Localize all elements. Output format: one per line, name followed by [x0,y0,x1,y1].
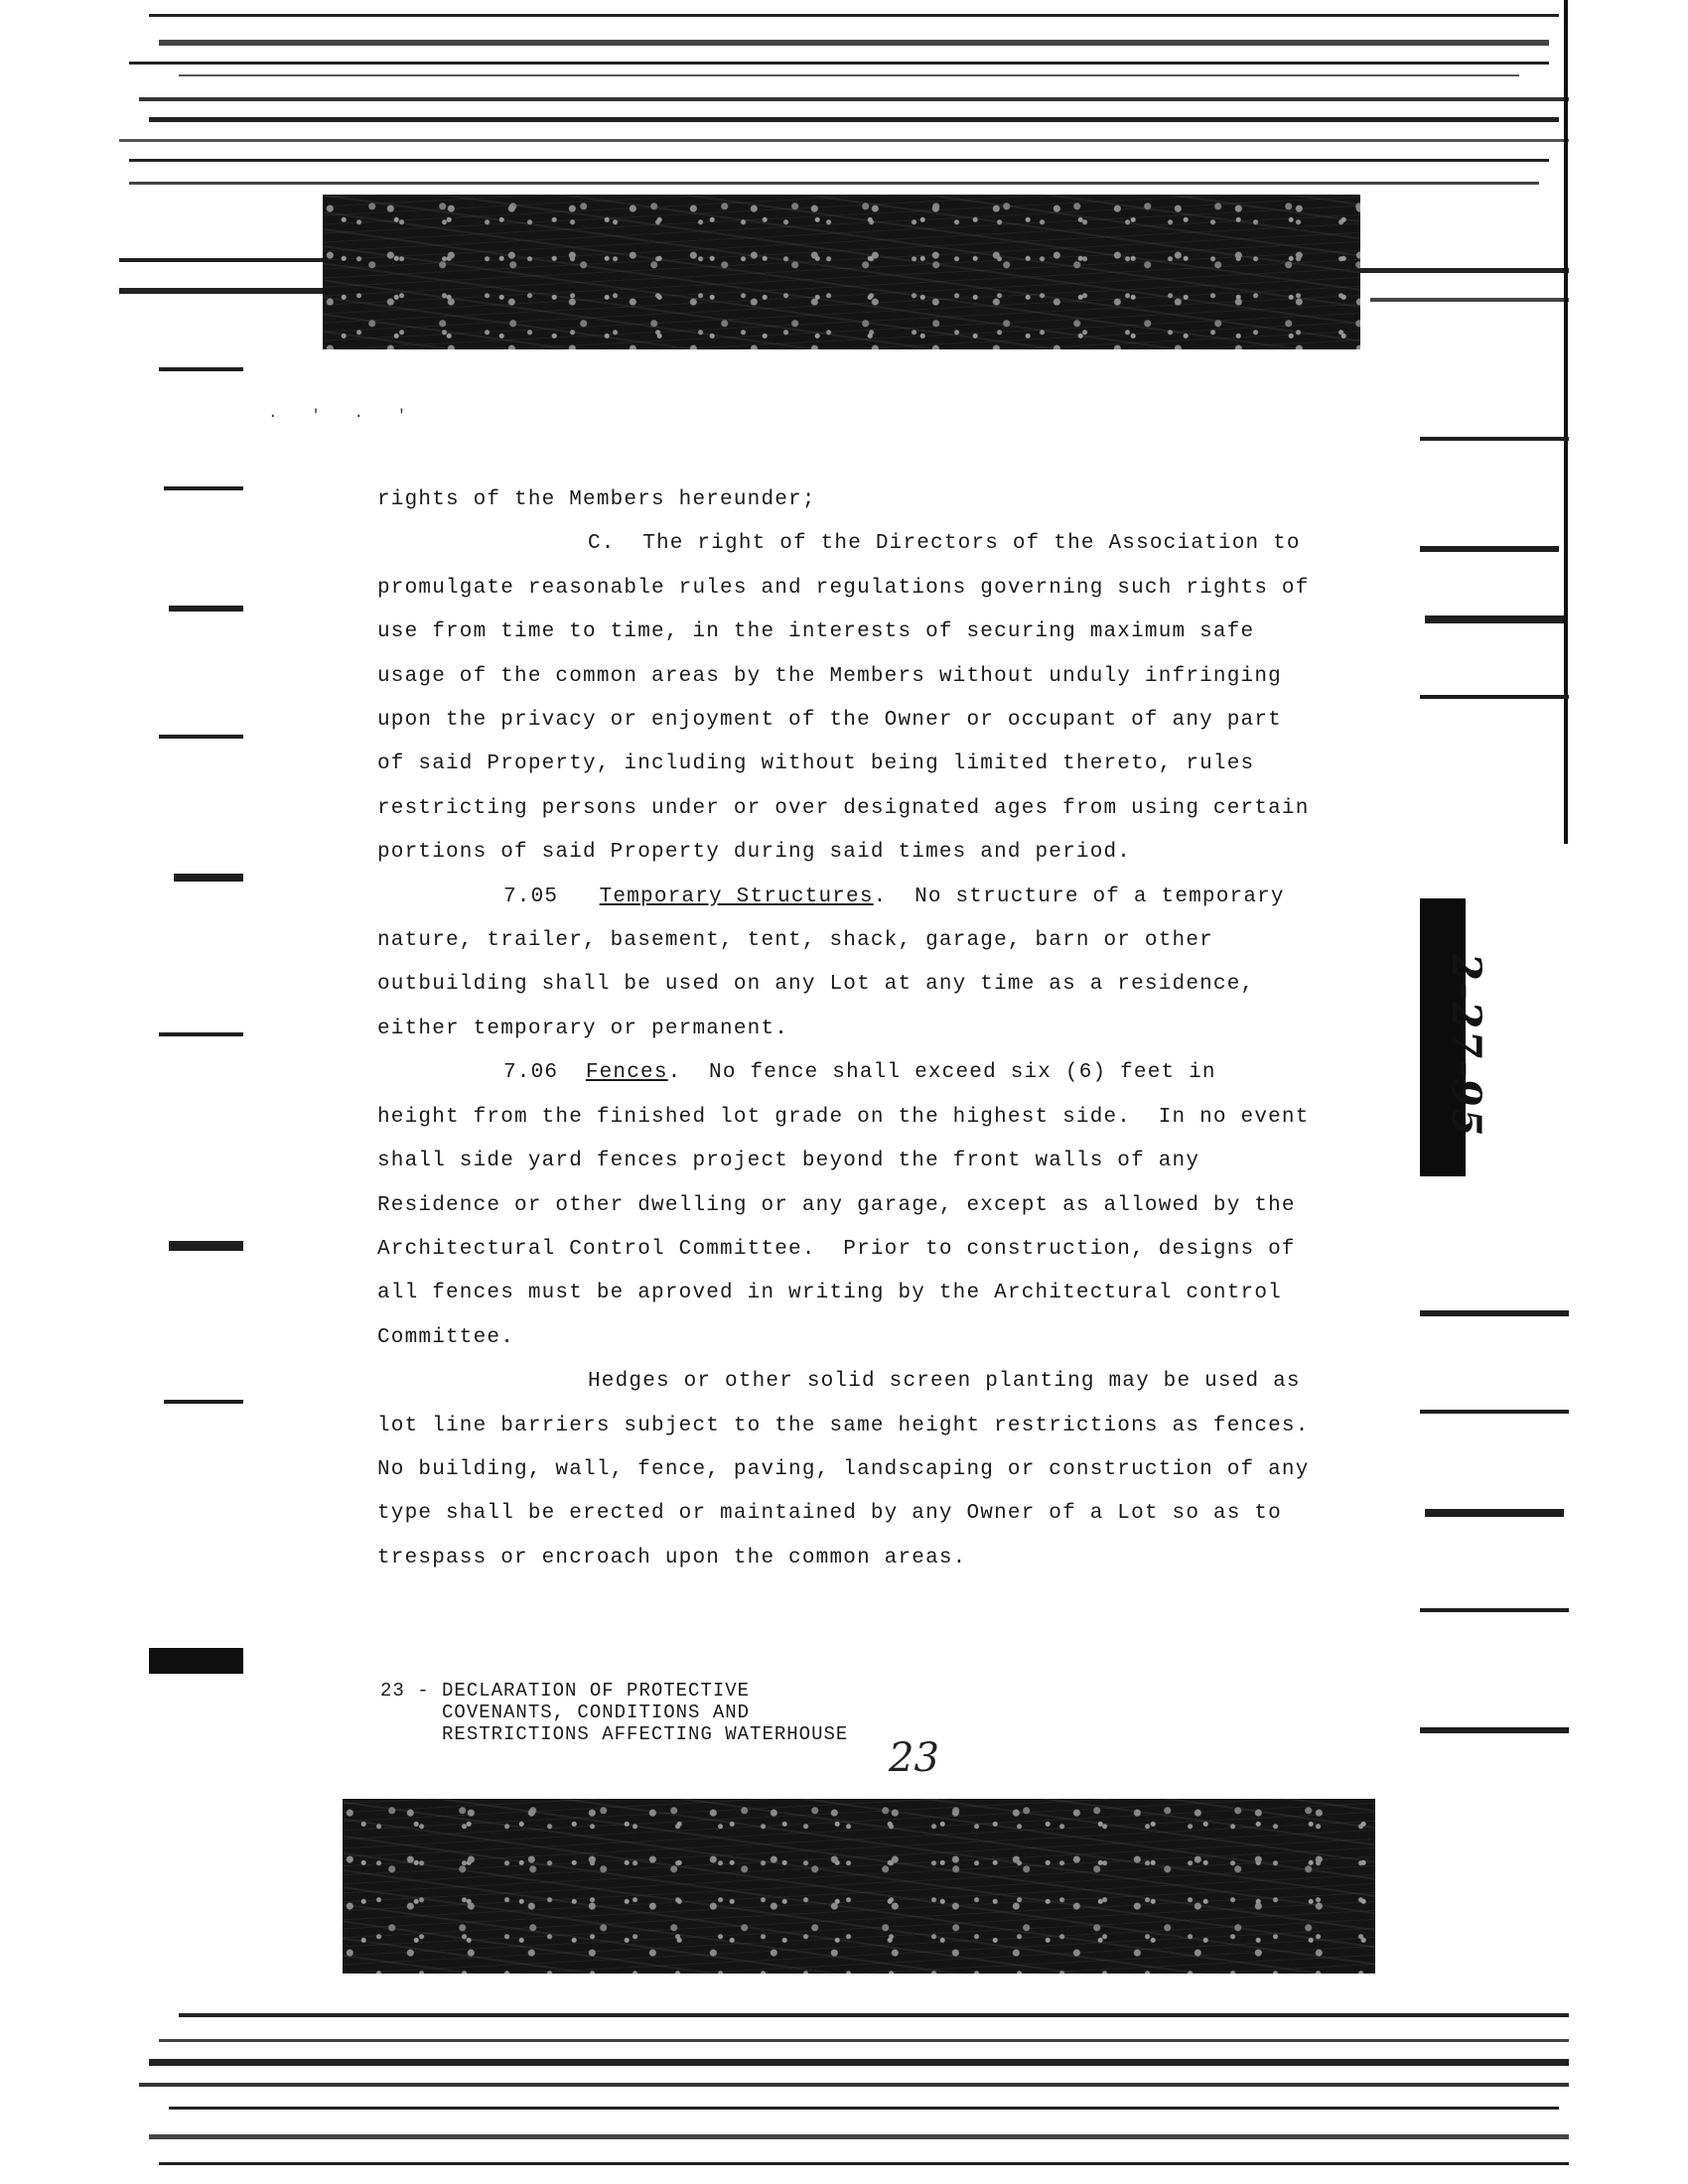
scan-streak [119,258,328,262]
edge-bar [1425,1509,1564,1517]
scan-streak [159,40,1549,46]
document-page [248,349,1400,1797]
scan-streak [129,182,1539,185]
edge-bar [149,1648,243,1674]
section-body: . No fence shall exceed six (6) feet in height from the finished lot grade on the highest side. In no event shall side yard fences project beyond the front walls of any Residence or other dwelling or any garage, except as allowed by the Architectural Control Committee. Prior to construction, designs of all fences must be aproved in writing by the Architectural control Committee. [377,1061,1324,1349]
footer-line: RESTRICTIONS AFFECTING WATERHOUSE [380,1723,849,1745]
edge-bar [169,1241,243,1251]
section-heading: Fences [585,1061,668,1085]
scan-streak [129,62,1549,65]
edge-bar [169,606,243,612]
section-number: 7.06 [503,1061,559,1085]
edge-bar [159,1032,243,1036]
scan-streak [179,74,1519,76]
edge-bar [1420,546,1559,552]
paragraph-directors-rules: C. The right of the Directors of the Association to promulgate reasonable rules and regulations governing such rights of use from time to time, in the interests of securing maximum safe usage of the common areas by the Members without unduly infringing upon the privacy or enjoyment of the Owner or occupant of any part of said Property, including without being limited thereto, rules restricting persons under or over designated ages from using certain portions of said Property during said times and period. [377,532,1324,865]
scan-streak [159,2039,1569,2042]
scan-streak [129,159,1549,162]
corner-marks: · ' · ' [268,407,419,425]
scan-streak [119,139,1569,142]
bottom-scan-artifact [0,1974,1688,2184]
scan-streak [1360,268,1569,273]
scan-streak [149,14,1559,17]
edge-bar [1420,695,1569,699]
edge-bar [1420,437,1569,441]
section-heading: Temporary Structures [599,885,874,908]
left-edge-artifacts [0,357,248,1797]
edge-bar [159,367,243,371]
scan-streak [119,288,348,294]
scan-streak [149,2059,1569,2066]
edge-bar [1420,1727,1569,1733]
edge-bar [164,486,243,490]
section-7-05 [377,876,1311,1052]
paragraph-hedges: Hedges or other solid screen planting may be used as lot line barriers subject to the same height restrictions as fences. No building, wall, fence, paving, landscaping or construction of any type shall be erected or maintained by any Owner of a Lot so as to trespass or encroach upon the common areas. [377,1370,1337,1570]
scan-streak [169,2107,1559,2110]
footer-line: COVENANTS, CONDITIONS AND [380,1702,751,1723]
document-footer [380,1680,848,1745]
scan-streak [149,117,1559,122]
scan-streak [159,2162,1569,2165]
section-number: 7.05 [503,885,559,908]
scan-streak [149,2134,1569,2139]
handwritten-page-number: 23 [889,1735,939,1781]
edge-bar [164,1400,243,1404]
scan-streak [179,2013,1569,2017]
edge-bar [1420,1608,1569,1612]
edge-bar [1425,615,1564,623]
scan-streak [1370,298,1569,302]
edge-bar [1420,1310,1569,1316]
bottom-dark-scan-block [343,1799,1375,1974]
section-body: . No structure of a temporary nature, trailer, basement, tent, shack, garage, barn or other outbuilding shall be used on any Lot at any time as a residence, either temporary or permanent. [377,885,1299,1040]
edge-bar [1420,1410,1569,1414]
handwritten-date-stamp: 2-27-95 [1443,953,1489,1139]
edge-bar [174,874,243,882]
body-text [377,478,1337,1580]
paragraph-continuation: rights of the Members hereunder; [377,488,816,511]
top-dark-scan-block [323,195,1360,349]
edge-bar [159,735,243,739]
scan-streak [139,2083,1569,2087]
footer-line: 23 - DECLARATION OF PROTECTIVE [380,1680,751,1702]
scan-streak [139,97,1569,101]
section-7-06 [377,1051,1324,1360]
